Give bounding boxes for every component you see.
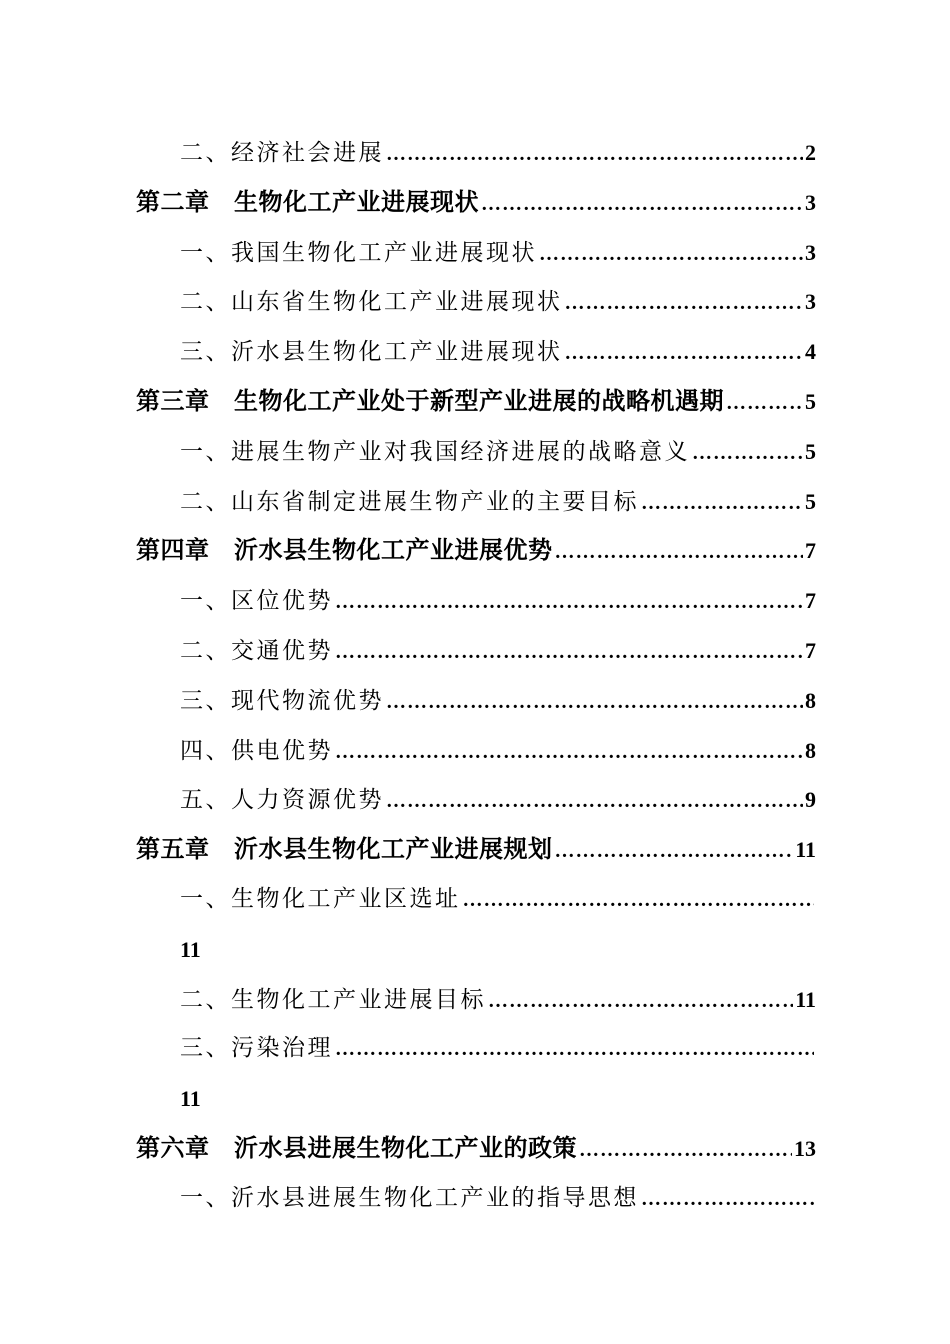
toc-entry-title: 一、沂水县进展生物化工产业的指导思想 [180, 1184, 639, 1211]
toc-page-number-continuation [136, 925, 816, 975]
dot-leader [726, 379, 803, 429]
toc-page-number: 7 [805, 637, 816, 663]
toc-chapter-entry[interactable] [136, 825, 816, 875]
toc-chapter-title: 第六章 沂水县进展生物化工产业的政策 [136, 1133, 577, 1162]
dot-leader [335, 578, 803, 628]
toc-page-number: 8 [805, 687, 816, 713]
dot-leader [335, 628, 803, 678]
dot-leader [463, 876, 815, 926]
toc-entry[interactable] [136, 1174, 816, 1224]
toc-entry[interactable] [136, 277, 816, 327]
toc-entry[interactable] [136, 477, 816, 527]
toc-page-number: 8 [805, 737, 816, 763]
toc-entry[interactable] [136, 875, 816, 925]
toc-page-number: 11 [795, 837, 816, 863]
toc-entry-title: 二、生物化工产业进展目标 [180, 986, 486, 1013]
table-of-contents [136, 128, 816, 1224]
dot-leader [335, 1025, 814, 1075]
dot-leader [555, 528, 804, 578]
toc-chapter-title: 第五章 沂水县生物化工产业进展规划 [136, 835, 553, 864]
toc-chapter-title: 第二章 生物化工产业进展现状 [136, 187, 479, 216]
toc-entry-title: 二、山东省生物化工产业进展现状 [180, 289, 563, 316]
toc-entry[interactable] [136, 1024, 816, 1074]
dot-leader [539, 230, 803, 280]
toc-entry[interactable] [136, 726, 816, 776]
toc-page-number: 13 [794, 1135, 816, 1161]
toc-entry-title: 一、生物化工产业区选址 [180, 885, 461, 912]
toc-page-number: 5 [805, 438, 816, 464]
toc-entry-title: 一、我国生物化工产业进展现状 [180, 239, 537, 266]
toc-page-number: 11 [180, 1086, 201, 1112]
toc-entry-title: 四、供电优势 [180, 737, 333, 764]
toc-page-number: 7 [805, 538, 816, 564]
toc-chapter-entry[interactable] [136, 377, 816, 427]
toc-page-number: 3 [805, 289, 816, 315]
dot-leader [386, 130, 803, 180]
toc-entry-title: 二、交通优势 [180, 637, 333, 664]
dot-leader [386, 777, 803, 827]
toc-entry-title: 一、进展生物产业对我国经济进展的战略意义 [180, 438, 690, 465]
toc-entry-title: 三、现代物流优势 [180, 687, 384, 714]
toc-entry[interactable] [136, 128, 816, 178]
toc-page-number-continuation [136, 1074, 816, 1124]
dot-leader [555, 827, 794, 877]
toc-page-number: 3 [805, 239, 816, 265]
toc-page-number: 2 [805, 140, 816, 165]
toc-entry[interactable] [136, 576, 816, 626]
toc-chapter-title: 第四章 沂水县生物化工产业进展优势 [136, 536, 553, 565]
toc-entry-title: 三、沂水县生物化工产业进展现状 [180, 339, 563, 366]
toc-entry[interactable] [136, 975, 816, 1025]
toc-chapter-entry[interactable] [136, 1124, 816, 1174]
dot-leader [641, 479, 803, 529]
toc-entry-title: 一、区位优势 [180, 588, 333, 615]
dot-leader [565, 329, 804, 379]
dot-leader [641, 1175, 814, 1225]
dot-leader [488, 977, 793, 1027]
toc-entry[interactable] [136, 327, 816, 377]
dot-leader [579, 1126, 792, 1176]
dot-leader [481, 180, 803, 230]
toc-chapter-entry[interactable] [136, 178, 816, 228]
toc-page-number: 11 [795, 986, 816, 1012]
dot-leader [692, 429, 803, 479]
toc-entry-title: 五、人力资源优势 [180, 787, 384, 814]
toc-chapter-entry[interactable] [136, 526, 816, 576]
toc-page-number: 5 [805, 388, 816, 414]
toc-entry[interactable] [136, 676, 816, 726]
toc-chapter-title: 第三章 生物化工产业处于新型产业进展的战略机遇期 [136, 386, 724, 415]
toc-entry-title: 三、污染治理 [180, 1035, 333, 1062]
toc-page-number: 3 [805, 189, 816, 215]
toc-page-number: 4 [805, 339, 816, 365]
toc-page-number: 9 [805, 787, 816, 813]
toc-entry[interactable] [136, 626, 816, 676]
toc-entry[interactable] [136, 228, 816, 278]
dot-leader [335, 728, 803, 778]
toc-page-number: 5 [805, 488, 816, 514]
toc-entry-title: 二、经济社会进展 [180, 140, 384, 166]
toc-entry[interactable] [136, 427, 816, 477]
toc-page-number: 11 [180, 936, 201, 962]
toc-entry-title: 二、山东省制定进展生物产业的主要目标 [180, 488, 639, 515]
toc-entry[interactable] [136, 775, 816, 825]
dot-leader [565, 279, 804, 329]
toc-page-number: 7 [805, 588, 816, 614]
dot-leader [386, 678, 803, 728]
